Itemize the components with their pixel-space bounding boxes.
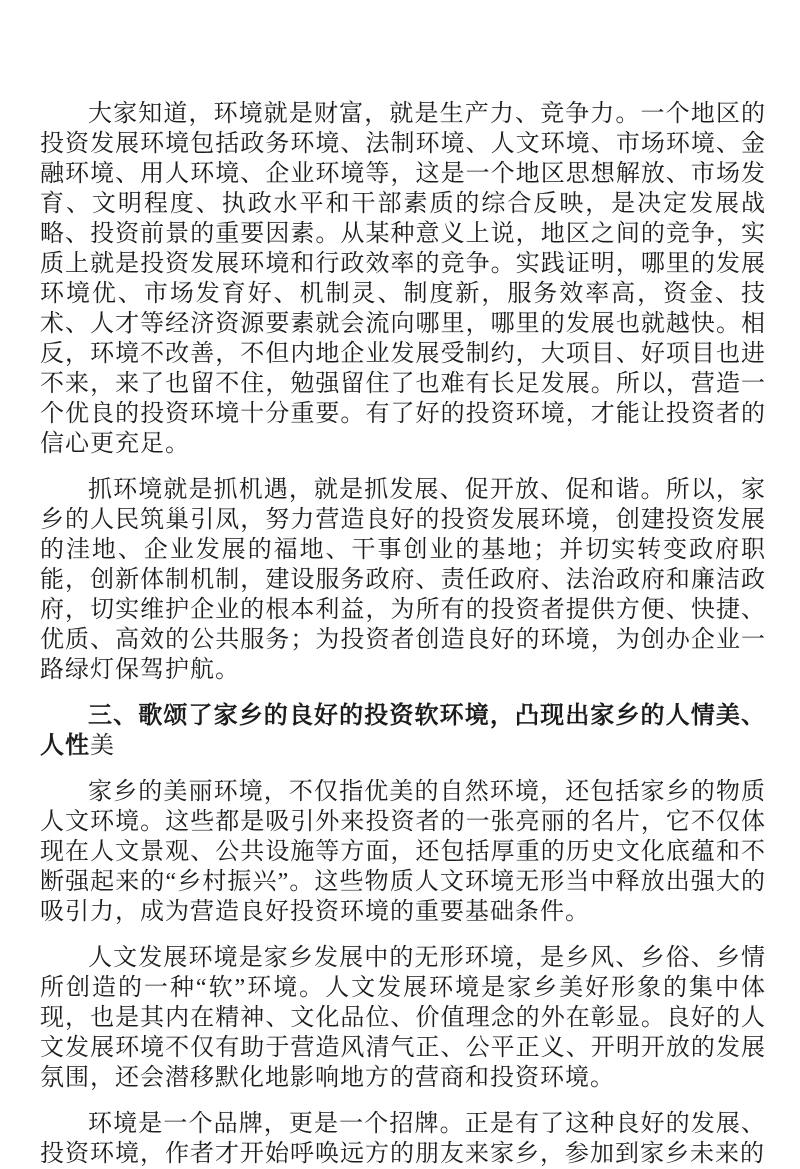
- paragraph-hometown-beautiful-environment: 家乡的美丽环境，不仅指优美的自然环境，还包括家乡的物质人文环境。这些都是吸引外来投资者的一张亮丽的名片，它不仅体现在人文景观、公共设施等方面，还包括厚重的历史文化底蕴和不断强起来的“乡村振兴”。这些物质人文环境无形当中释放出强大的吸引力，成为营造良好投资环境的重要基础条件。: [40, 779, 766, 925]
- paragraph-grasp-environment-opportunity: 抓环境就是抓机遇，就是抓发展、促开放、促和谐。所以，家乡的人民筑巢引凤，努力营造良好的投资发展环境，创建投资发展的洼地、企业发展的福地、干事创业的基地；并切实转变政府职能，创新体制机制，建设服务政府、责任政府、法治政府和廉洁政府，切实维护企业的根本利益，为所有的投资者提供方便、快捷、优质、高效的公共服务；为投资者创造良好的环境，为创办企业一路绿灯保驾护航。: [40, 477, 766, 683]
- section-heading-main-text: 三、歌颂了家乡的良好的投资软环境，凸现出家乡的人情美、人性: [40, 703, 766, 759]
- paragraph-environment-brand-signboard: 环境是一个品牌，更是一个招牌。正是有了这种良好的发展、投资环境，作者才开始呼唤远方的朋友来家乡，参加到家乡未来的: [40, 1111, 766, 1167]
- paragraph-humanistic-development-environment: 人文发展环境是家乡发展中的无形环境，是乡风、乡俗、乡情所创造的一种“软”环境。人文发展环境是家乡美好形象的集中体现，也是其内在精神、文化品位、价值理念的外在彰显。良好的人文发展环境不仅有助于营造风清气正、公平正义、开明开放的发展氛围，还会潜移默化地影响地方的营商和投资环境。: [40, 945, 766, 1091]
- section-heading: [40, 701, 766, 761]
- section-heading-suffix-text: 美: [90, 733, 115, 759]
- paragraph-investment-environment-importance: 大家知道，环境就是财富，就是生产力、竞争力。一个地区的投资发展环境包括政务环境、法制环境、人文环境、市场环境、金融环境、用人环境、企业环境等，这是一个地区思想解放、市场发育、文明程度、执政水平和干部素质的综合反映，是决定发展战略、投资前景的重要因素。从某种意义上说，地区之间的竞争，实质上就是投资发展环境和行政效率的竞争。实践证明，哪里的发展环境优、市场发育好、机制灵、制度新，服务效率高，资金、技术、人才等经济资源要素就会流向哪里，哪里的发展也就越快。相反，环境不改善，不但内地企业发展受制约，大项目、好项目也进不来，来了也留不住，勉强留住了也难有长足发展。所以，营造一个优良的投资环境十分重要。有了好的投资环境，才能让投资者的信心更充足。: [40, 101, 766, 457]
